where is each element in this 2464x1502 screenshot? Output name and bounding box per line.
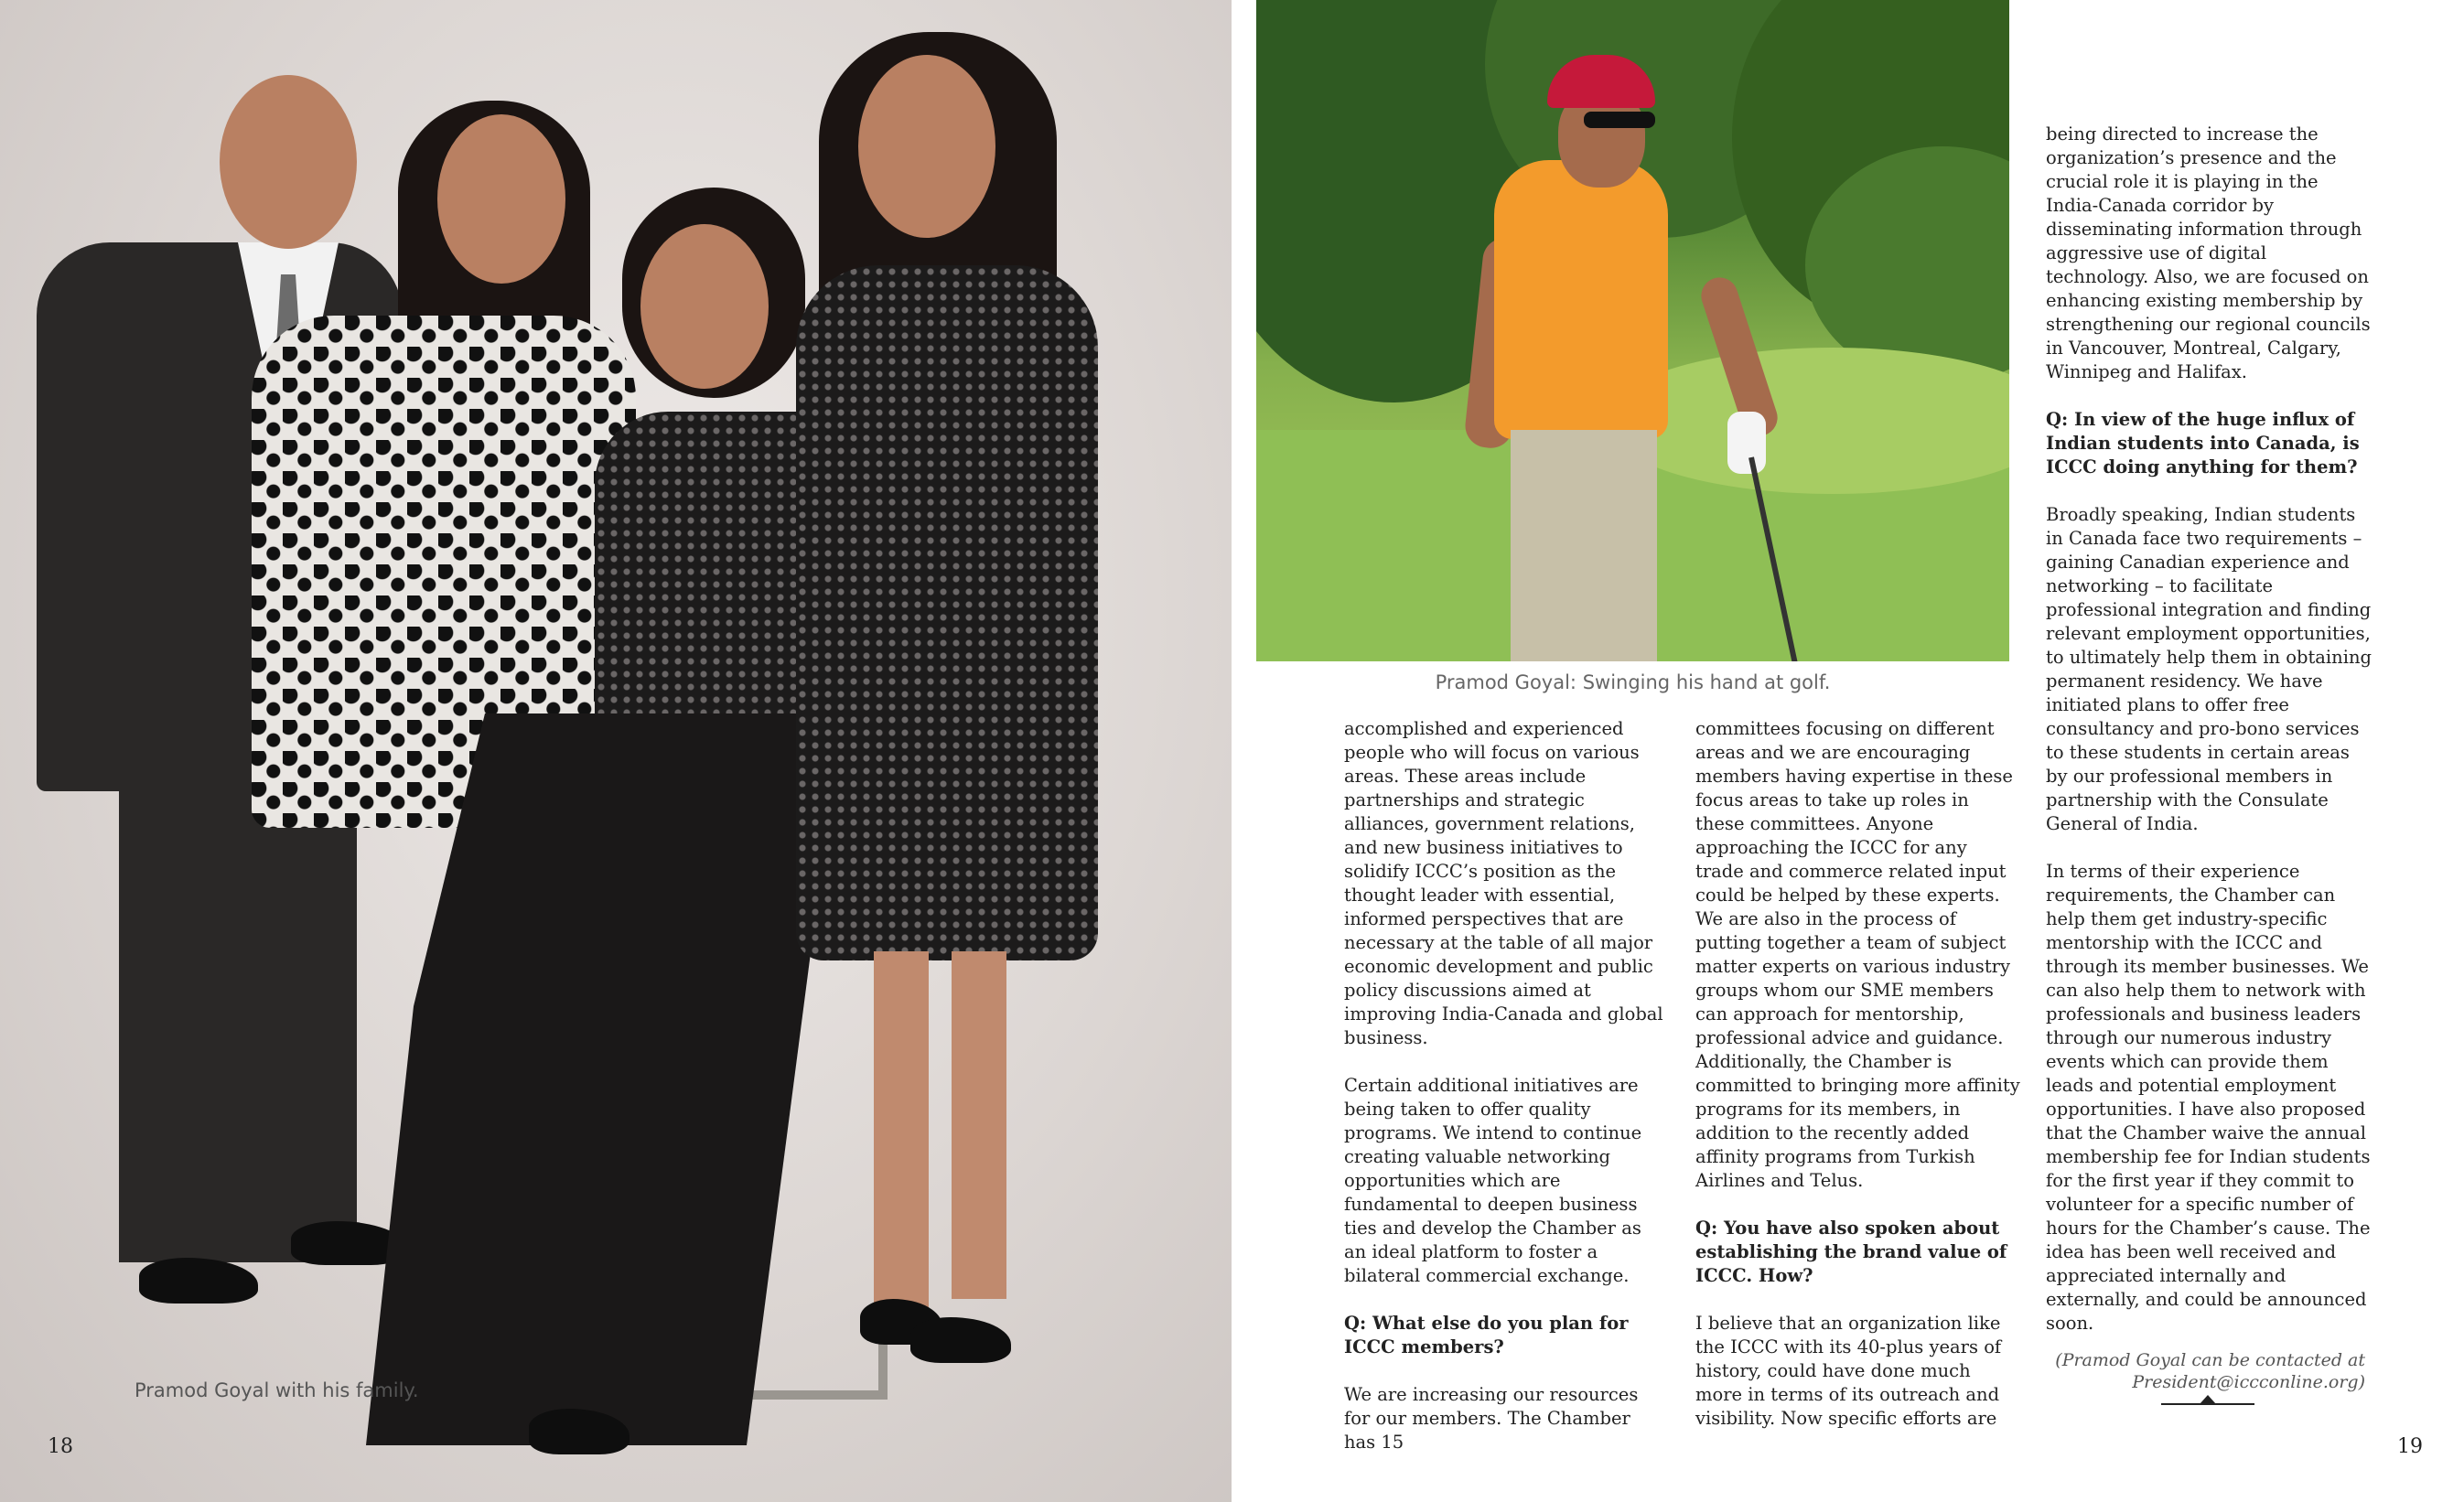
- contact-email: President@iccconline.org): [2132, 1372, 2365, 1392]
- question-heading: Q: You have also spoken about establishing the brand value of ICCC. How?: [1695, 1218, 2007, 1286]
- paragraph: Certain additional initiatives are being taken to offer quality programs. We intend to continue creating valuable networking opportunities which are fundamental to deepen business ties and develop the Chamber as an ideal platform to foster a bilateral commercial exchange.: [1344, 1075, 1642, 1286]
- paragraph: I believe that an organization like the ICCC with its 40-plus years of history, could have done much more in terms of its outreach and visibility. Now specific efforts are: [1695, 1313, 2002, 1429]
- paragraph: accomplished and experienced people who will focus on various areas. These areas include partnerships and strategic alliances, government relations, and new business initiatives to solidify ICCC’s position as the thought leader with essential, informed perspectives that are necessary at the table of all major economic development and public policy discussions aimed at improving India-Canada and global business.: [1344, 718, 1663, 1048]
- paragraph: committees focusing on different areas and we are encouraging members having expertise in these focus areas to take up roles in these committees. Anyone approaching the ICCC for any trade and commerce related input could be helped by these experts. We are also in the process of putting together a team of subject matter experts on various industry groups whom our SME members can approach for mentorship, professional advice and guidance. Additionally, the Chamber is committed to bringing more affinity programs for its members, in addition to the recently added affinity programs from Turkish Airlines and Telus.: [1695, 718, 2020, 1191]
- paragraph: In terms of their experience requirements, the Chamber can help them get industry-specific mentorship with the ICCC and through its member businesses. We can also help them to network with professionals and business leaders through our numerous industry events which can provide them leads and potential employment opportunities. I have also proposed that the Chamber waive the annual membership fee for Indian students for the first year if they commit to volunteer for a specific number of hours for the Chamber’s cause. The idea has been well received and appreciated internally and externally, and could be announced soon.: [2046, 861, 2371, 1334]
- paragraph: We are increasing our resources for our members. The Chamber has 15: [1344, 1384, 1639, 1453]
- contact-line: (Pramod Goyal can be contacted at: [2055, 1350, 2365, 1370]
- article-end-rule: [2161, 1403, 2254, 1405]
- family-photo-caption: Pramod Goyal with his family.: [134, 1379, 419, 1401]
- golf-photo-caption: Pramod Goyal: Swinging his hand at golf.: [1435, 671, 1831, 693]
- paragraph: Broadly speaking, Indian students in Canada face two requirements – gaining Canadian experience and networking – to facilitate professional integration and finding relevant employment opportunities, to ultimately help them in obtaining permanent residency. We have initiated plans to offer free consultancy and pro-bono services to these students in certain areas by our professional members in partnership with the Consulate General of India.: [2046, 504, 2372, 834]
- article-column-2: [1695, 717, 2020, 1454]
- article-column-1: [1344, 717, 1664, 1478]
- question-heading: Q: What else do you plan for ICCC members?: [1344, 1313, 1629, 1357]
- question-heading: Q: In view of the huge influx of Indian students into Canada, is ICCC doing anything for them?: [2046, 409, 2360, 477]
- paragraph: being directed to increase the organization’s presence and the crucial role it is playing in the India-Canada corridor by disseminating information through aggressive use of digital technology. Also, we are focused on enhancing existing membership by strengthening our regional councils in Vancouver, Montreal, Calgary, Winnipeg and Halifax.: [2046, 123, 2371, 382]
- golf-photo: [1256, 0, 2009, 661]
- contact-note: [2046, 1349, 2365, 1393]
- article-column-3: [2046, 123, 2372, 1359]
- page-number-left: 18: [48, 1435, 73, 1458]
- page-number-right: 19: [2397, 1435, 2423, 1458]
